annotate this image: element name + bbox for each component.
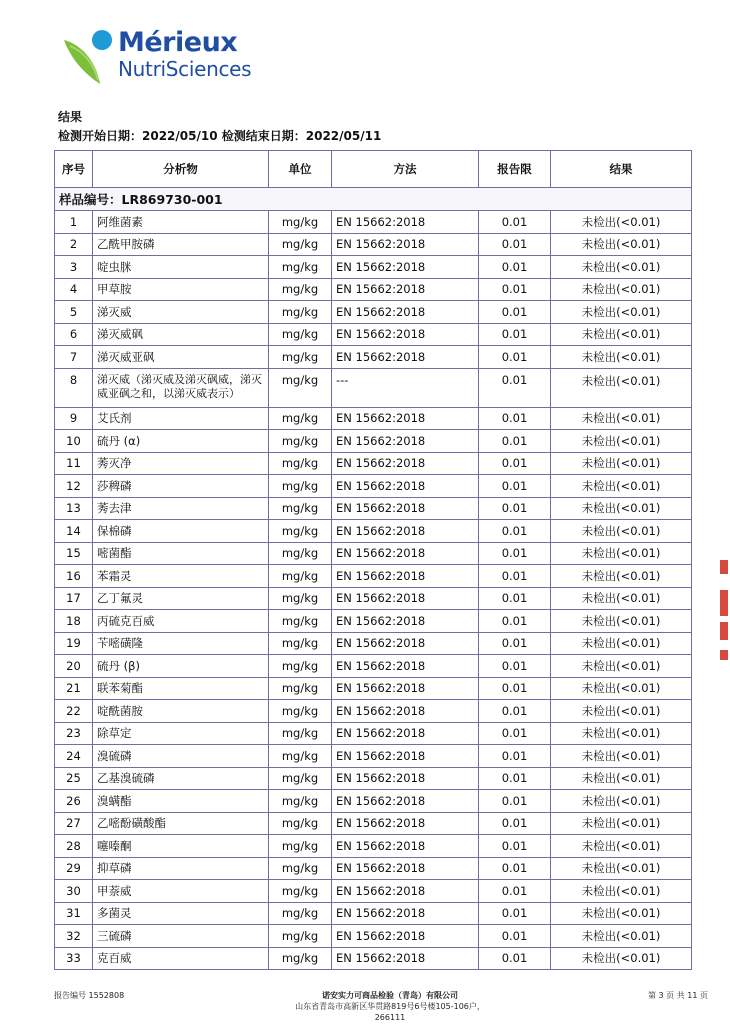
cell-limit: 0.01 [479, 301, 551, 324]
cell-method: EN 15662:2018 [332, 745, 479, 768]
cell-limit: 0.01 [479, 368, 551, 407]
table-row [55, 655, 692, 678]
cell-result: 未检出(<0.01) [551, 407, 692, 430]
cell-unit: mg/kg [269, 233, 332, 256]
cell-no: 6 [55, 323, 93, 346]
cell-no: 4 [55, 278, 93, 301]
cell-analyte: 甲草胺 [93, 278, 269, 301]
cell-analyte: 乙丁氟灵 [93, 587, 269, 610]
table-row [55, 346, 692, 369]
cell-analyte: 乙酰甲胺磷 [93, 233, 269, 256]
header-unit: 单位 [269, 151, 332, 188]
cell-result: 未检出(<0.01) [551, 902, 692, 925]
cell-result: 未检出(<0.01) [551, 925, 692, 948]
test-dates: 检测开始日期：2022/05/10 检测结束日期：2022/05/11 [58, 129, 382, 143]
cell-result: 未检出(<0.01) [551, 857, 692, 880]
cell-unit: mg/kg [269, 587, 332, 610]
header-result: 结果 [551, 151, 692, 188]
cell-method: EN 15662:2018 [332, 542, 479, 565]
cell-no: 1 [55, 211, 93, 234]
cell-unit: mg/kg [269, 790, 332, 813]
cell-method: EN 15662:2018 [332, 857, 479, 880]
table-row [55, 632, 692, 655]
table-row [55, 677, 692, 700]
cell-limit: 0.01 [479, 677, 551, 700]
cell-method: EN 15662:2018 [332, 632, 479, 655]
cell-method: EN 15662:2018 [332, 655, 479, 678]
cell-unit: mg/kg [269, 902, 332, 925]
cell-no: 8 [55, 368, 93, 407]
cell-analyte: 嘧菌酯 [93, 542, 269, 565]
cell-analyte: 保棉磷 [93, 520, 269, 543]
cell-no: 22 [55, 700, 93, 723]
table-row [55, 542, 692, 565]
cell-no: 21 [55, 677, 93, 700]
red-stamp-mark [720, 650, 728, 660]
cell-unit: mg/kg [269, 368, 332, 407]
cell-no: 19 [55, 632, 93, 655]
cell-result: 未检出(<0.01) [551, 475, 692, 498]
table-row [55, 368, 692, 407]
cell-analyte: 抑草磷 [93, 857, 269, 880]
cell-unit: mg/kg [269, 475, 332, 498]
table-row [55, 925, 692, 948]
table-row [55, 902, 692, 925]
cell-no: 31 [55, 902, 93, 925]
cell-unit: mg/kg [269, 278, 332, 301]
table-row [55, 835, 692, 858]
cell-analyte: 涕灭威亚砜 [93, 346, 269, 369]
cell-analyte: 苯霜灵 [93, 565, 269, 588]
table-row [55, 700, 692, 723]
cell-limit: 0.01 [479, 722, 551, 745]
table-row [55, 745, 692, 768]
cell-limit: 0.01 [479, 745, 551, 768]
cell-method: EN 15662:2018 [332, 677, 479, 700]
cell-result: 未检出(<0.01) [551, 812, 692, 835]
cell-limit: 0.01 [479, 790, 551, 813]
cell-unit: mg/kg [269, 812, 332, 835]
cell-unit: mg/kg [269, 767, 332, 790]
cell-limit: 0.01 [479, 812, 551, 835]
cell-limit: 0.01 [479, 497, 551, 520]
table-row [55, 610, 692, 633]
sample-row [55, 188, 692, 211]
cell-analyte: 艾氏剂 [93, 407, 269, 430]
cell-no: 32 [55, 925, 93, 948]
cell-no: 2 [55, 233, 93, 256]
cell-limit: 0.01 [479, 407, 551, 430]
cell-unit: mg/kg [269, 346, 332, 369]
sample-label: 样品编号：LR869730-001 [55, 188, 692, 211]
cell-result: 未检出(<0.01) [551, 211, 692, 234]
cell-result: 未检出(<0.01) [551, 835, 692, 858]
cell-method: EN 15662:2018 [332, 430, 479, 453]
cell-limit: 0.01 [479, 610, 551, 633]
cell-analyte: 硫丹 (β) [93, 655, 269, 678]
cell-unit: mg/kg [269, 497, 332, 520]
cell-unit: mg/kg [269, 520, 332, 543]
cell-result: 未检出(<0.01) [551, 587, 692, 610]
cell-no: 11 [55, 452, 93, 475]
cell-result: 未检出(<0.01) [551, 233, 692, 256]
cell-unit: mg/kg [269, 745, 332, 768]
red-stamp-mark [720, 590, 728, 616]
cell-limit: 0.01 [479, 278, 551, 301]
cell-analyte: 涕灭威（涕灭威及涕灭砜威，涕灭威亚砜之和，以涕灭威表示） [93, 368, 269, 407]
cell-result: 未检出(<0.01) [551, 278, 692, 301]
cell-unit: mg/kg [269, 323, 332, 346]
cell-unit: mg/kg [269, 632, 332, 655]
cell-no: 14 [55, 520, 93, 543]
cell-analyte: 甲萘威 [93, 880, 269, 903]
cell-unit: mg/kg [269, 677, 332, 700]
cell-no: 33 [55, 947, 93, 970]
cell-method: EN 15662:2018 [332, 700, 479, 723]
cell-method: EN 15662:2018 [332, 301, 479, 324]
cell-unit: mg/kg [269, 407, 332, 430]
cell-method: EN 15662:2018 [332, 323, 479, 346]
header-limit: 报告限 [479, 151, 551, 188]
cell-method: EN 15662:2018 [332, 880, 479, 903]
cell-result: 未检出(<0.01) [551, 880, 692, 903]
logo-brand-name: Mérieux [118, 27, 238, 58]
cell-no: 29 [55, 857, 93, 880]
cell-limit: 0.01 [479, 925, 551, 948]
cell-method: EN 15662:2018 [332, 233, 479, 256]
cell-unit: mg/kg [269, 565, 332, 588]
cell-no: 27 [55, 812, 93, 835]
table-row [55, 256, 692, 279]
logo-leaf-icon [62, 26, 122, 86]
table-row [55, 323, 692, 346]
section-title: 结果 [58, 110, 83, 124]
cell-unit: mg/kg [269, 610, 332, 633]
cell-no: 25 [55, 767, 93, 790]
cell-analyte: 噻嗪酮 [93, 835, 269, 858]
cell-limit: 0.01 [479, 565, 551, 588]
cell-analyte: 联苯菊酯 [93, 677, 269, 700]
cell-limit: 0.01 [479, 902, 551, 925]
cell-result: 未检出(<0.01) [551, 610, 692, 633]
cell-analyte: 丙硫克百威 [93, 610, 269, 633]
cell-unit: mg/kg [269, 211, 332, 234]
table-row [55, 407, 692, 430]
cell-result: 未检出(<0.01) [551, 256, 692, 279]
cell-analyte: 莠灭净 [93, 452, 269, 475]
cell-analyte: 多菌灵 [93, 902, 269, 925]
cell-no: 23 [55, 722, 93, 745]
cell-no: 26 [55, 790, 93, 813]
table-row [55, 211, 692, 234]
cell-method: EN 15662:2018 [332, 565, 479, 588]
table-header-row [55, 151, 692, 188]
cell-analyte: 硫丹 (α) [93, 430, 269, 453]
cell-method: EN 15662:2018 [332, 835, 479, 858]
footer-page-number: 第 3 页 共 11 页 [648, 991, 708, 1000]
cell-no: 18 [55, 610, 93, 633]
cell-analyte: 乙基溴硫磷 [93, 767, 269, 790]
cell-limit: 0.01 [479, 947, 551, 970]
cell-method: EN 15662:2018 [332, 812, 479, 835]
cell-unit: mg/kg [269, 452, 332, 475]
cell-limit: 0.01 [479, 767, 551, 790]
header-method: 方法 [332, 151, 479, 188]
cell-unit: mg/kg [269, 880, 332, 903]
cell-unit: mg/kg [269, 430, 332, 453]
cell-result: 未检出(<0.01) [551, 346, 692, 369]
cell-analyte: 莎稗磷 [93, 475, 269, 498]
cell-method: EN 15662:2018 [332, 211, 479, 234]
cell-method: EN 15662:2018 [332, 346, 479, 369]
cell-method: EN 15662:2018 [332, 407, 479, 430]
cell-analyte: 啶虫脒 [93, 256, 269, 279]
cell-result: 未检出(<0.01) [551, 323, 692, 346]
cell-limit: 0.01 [479, 323, 551, 346]
cell-analyte: 溴硫磷 [93, 745, 269, 768]
cell-result: 未检出(<0.01) [551, 301, 692, 324]
red-stamp-mark [720, 560, 728, 574]
cell-limit: 0.01 [479, 542, 551, 565]
cell-limit: 0.01 [479, 857, 551, 880]
logo-brand-subname: NutriSciences [118, 57, 252, 81]
cell-result: 未检出(<0.01) [551, 452, 692, 475]
cell-result: 未检出(<0.01) [551, 430, 692, 453]
header-no: 序号 [55, 151, 93, 188]
cell-result: 未检出(<0.01) [551, 722, 692, 745]
cell-limit: 0.01 [479, 835, 551, 858]
cell-result: 未检出(<0.01) [551, 565, 692, 588]
cell-method: EN 15662:2018 [332, 947, 479, 970]
cell-no: 16 [55, 565, 93, 588]
table-row [55, 452, 692, 475]
cell-no: 5 [55, 301, 93, 324]
table-row [55, 565, 692, 588]
cell-result: 未检出(<0.01) [551, 767, 692, 790]
cell-result: 未检出(<0.01) [551, 947, 692, 970]
cell-no: 3 [55, 256, 93, 279]
cell-no: 17 [55, 587, 93, 610]
cell-unit: mg/kg [269, 925, 332, 948]
cell-no: 7 [55, 346, 93, 369]
table-row [55, 790, 692, 813]
cell-no: 15 [55, 542, 93, 565]
cell-analyte: 除草定 [93, 722, 269, 745]
header-analyte: 分析物 [93, 151, 269, 188]
cell-method: --- [332, 368, 479, 407]
cell-result: 未检出(<0.01) [551, 700, 692, 723]
cell-unit: mg/kg [269, 542, 332, 565]
footer-company [280, 990, 500, 1023]
table-row [55, 301, 692, 324]
cell-unit: mg/kg [269, 655, 332, 678]
table-row [55, 767, 692, 790]
table-row [55, 430, 692, 453]
cell-unit: mg/kg [269, 256, 332, 279]
footer-report-number: 报告编号 1552808 [54, 991, 125, 1000]
table-row [55, 587, 692, 610]
cell-method: EN 15662:2018 [332, 925, 479, 948]
cell-no: 24 [55, 745, 93, 768]
cell-method: EN 15662:2018 [332, 497, 479, 520]
cell-unit: mg/kg [269, 947, 332, 970]
cell-unit: mg/kg [269, 835, 332, 858]
cell-method: EN 15662:2018 [332, 278, 479, 301]
table-row [55, 947, 692, 970]
table-row [55, 520, 692, 543]
cell-method: EN 15662:2018 [332, 587, 479, 610]
table-row [55, 812, 692, 835]
cell-result: 未检出(<0.01) [551, 677, 692, 700]
cell-result: 未检出(<0.01) [551, 632, 692, 655]
cell-analyte: 苄嘧磺隆 [93, 632, 269, 655]
cell-method: EN 15662:2018 [332, 520, 479, 543]
cell-limit: 0.01 [479, 452, 551, 475]
cell-no: 10 [55, 430, 93, 453]
cell-method: EN 15662:2018 [332, 790, 479, 813]
cell-no: 28 [55, 835, 93, 858]
cell-no: 20 [55, 655, 93, 678]
cell-analyte: 乙嘧酚磺酸酯 [93, 812, 269, 835]
results-table [54, 150, 692, 970]
footer-company-name: 诺安实力可商品检验（青岛）有限公司 [322, 991, 458, 1000]
cell-result: 未检出(<0.01) [551, 655, 692, 678]
table-row [55, 722, 692, 745]
cell-method: EN 15662:2018 [332, 475, 479, 498]
cell-limit: 0.01 [479, 346, 551, 369]
cell-limit: 0.01 [479, 655, 551, 678]
cell-limit: 0.01 [479, 211, 551, 234]
cell-limit: 0.01 [479, 430, 551, 453]
cell-no: 13 [55, 497, 93, 520]
cell-analyte: 啶酰菌胺 [93, 700, 269, 723]
cell-analyte: 涕灭威 [93, 301, 269, 324]
cell-limit: 0.01 [479, 256, 551, 279]
cell-method: EN 15662:2018 [332, 256, 479, 279]
cell-limit: 0.01 [479, 520, 551, 543]
red-stamp-mark [720, 622, 728, 640]
cell-limit: 0.01 [479, 700, 551, 723]
cell-unit: mg/kg [269, 301, 332, 324]
cell-unit: mg/kg [269, 700, 332, 723]
cell-analyte: 三硫磷 [93, 925, 269, 948]
cell-method: EN 15662:2018 [332, 610, 479, 633]
table-row [55, 475, 692, 498]
cell-limit: 0.01 [479, 475, 551, 498]
table-row [55, 278, 692, 301]
cell-method: EN 15662:2018 [332, 722, 479, 745]
cell-result: 未检出(<0.01) [551, 497, 692, 520]
cell-unit: mg/kg [269, 857, 332, 880]
cell-limit: 0.01 [479, 587, 551, 610]
cell-method: EN 15662:2018 [332, 902, 479, 925]
table-row [55, 880, 692, 903]
cell-result: 未检出(<0.01) [551, 745, 692, 768]
cell-analyte: 莠去津 [93, 497, 269, 520]
cell-limit: 0.01 [479, 632, 551, 655]
cell-limit: 0.01 [479, 880, 551, 903]
table-row [55, 497, 692, 520]
cell-no: 30 [55, 880, 93, 903]
cell-analyte: 克百威 [93, 947, 269, 970]
cell-result: 未检出(<0.01) [551, 542, 692, 565]
table-row [55, 857, 692, 880]
cell-result: 未检出(<0.01) [551, 368, 692, 407]
cell-analyte: 阿维菌素 [93, 211, 269, 234]
cell-analyte: 涕灭威砜 [93, 323, 269, 346]
cell-limit: 0.01 [479, 233, 551, 256]
cell-method: EN 15662:2018 [332, 452, 479, 475]
footer-address: 山东省青岛市高新区华贯路819号6号楼105-106户，266111 [295, 1002, 485, 1022]
cell-result: 未检出(<0.01) [551, 520, 692, 543]
cell-analyte: 溴螨酯 [93, 790, 269, 813]
cell-method: EN 15662:2018 [332, 767, 479, 790]
cell-no: 12 [55, 475, 93, 498]
table-row [55, 233, 692, 256]
cell-result: 未检出(<0.01) [551, 790, 692, 813]
cell-no: 9 [55, 407, 93, 430]
cell-unit: mg/kg [269, 722, 332, 745]
